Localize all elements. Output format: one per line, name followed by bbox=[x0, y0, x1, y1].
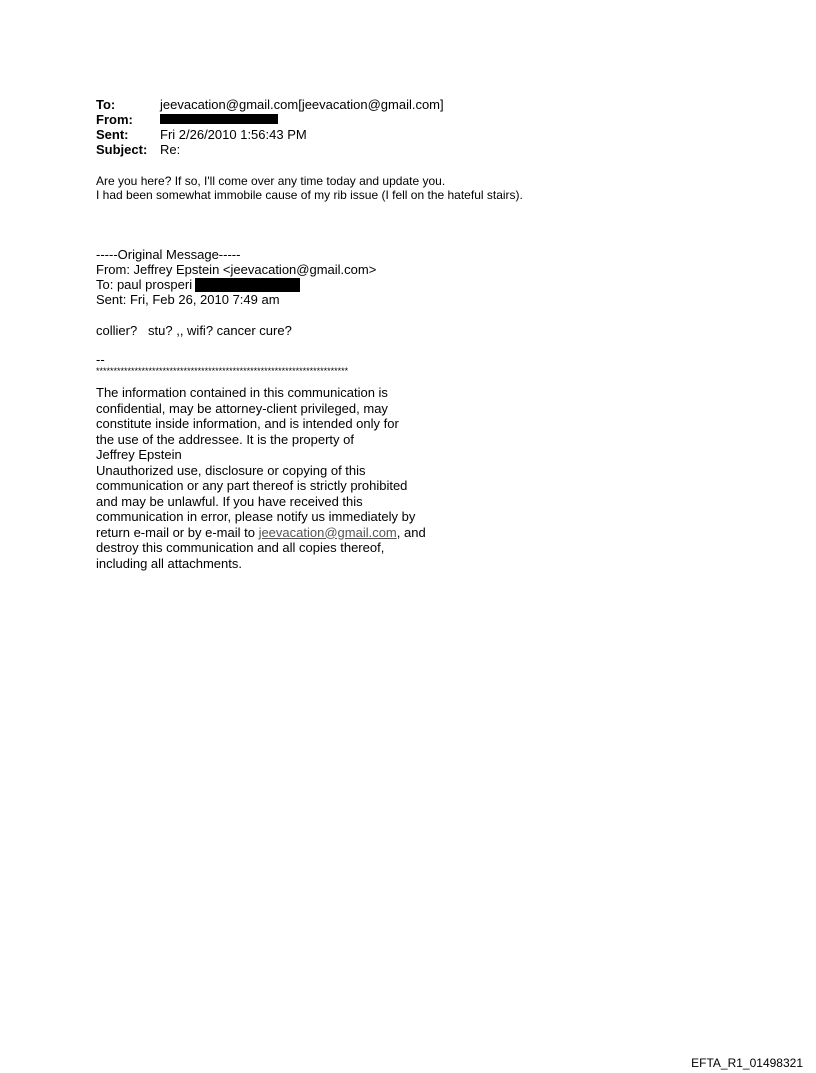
body-line-1: Are you here? If so, I'll come over any time today and update you. bbox=[96, 174, 446, 188]
sent-label: Sent: bbox=[96, 127, 129, 142]
from-redaction bbox=[160, 114, 278, 124]
message-body bbox=[96, 174, 523, 202]
disclaimer-line: confidential, may be attorney-client privileged, may bbox=[96, 400, 388, 416]
disclaimer-line: the use of the addressee. It is the property of bbox=[96, 431, 354, 447]
subject-label: Subject: bbox=[96, 142, 148, 157]
original-message bbox=[96, 247, 376, 307]
disclaimer-line: Jeffrey Epstein bbox=[96, 447, 182, 462]
disclaimer-line: destroy this communication and all copies thereof, bbox=[96, 540, 385, 555]
disclaimer-line: constitute inside information, and is intended only for bbox=[96, 416, 399, 431]
disclaimer-line-prefix: return e-mail or by e-mail to bbox=[96, 524, 259, 540]
original-separator: -----Original Message----- bbox=[96, 247, 241, 262]
to-label: To: bbox=[96, 97, 116, 112]
original-question: collier? stu? ,, wifi? cancer cure? bbox=[96, 323, 292, 338]
to-row bbox=[96, 97, 444, 112]
subject-value: Re: bbox=[160, 142, 181, 157]
disclaimer-line: communication or any part thereof is strictly prohibited bbox=[96, 478, 408, 493]
email-header bbox=[96, 97, 444, 157]
disclaimer-line: Unauthorized use, disclosure or copying of this bbox=[96, 462, 366, 478]
email-link[interactable]: jeevacation@gmail.com bbox=[258, 524, 397, 540]
original-to-row bbox=[96, 277, 376, 292]
disclaimer-line: The information contained in this communication is bbox=[96, 385, 388, 400]
to-value: jeevacation@gmail.com[jeevacation@gmail.com] bbox=[160, 97, 444, 112]
subject-row bbox=[96, 142, 444, 157]
sent-value: Fri 2/26/2010 1:56:43 PM bbox=[160, 127, 307, 142]
from-label: From: bbox=[96, 112, 133, 127]
disclaimer-line: including all attachments. bbox=[96, 555, 242, 571]
disclaimer-line: and may be unlawful. If you have received this bbox=[96, 493, 363, 509]
original-to: To: paul prosperi bbox=[96, 277, 193, 292]
to-redaction bbox=[195, 278, 300, 292]
original-from: From: Jeffrey Epstein <jeevacation@gmail.com> bbox=[96, 262, 377, 277]
body-line-2: I had been somewhat immobile cause of my rib issue (I fell on the hateful stairs). bbox=[96, 188, 523, 202]
from-row bbox=[96, 112, 444, 127]
signature-dash: -- bbox=[96, 352, 105, 367]
signature-asterisks: ************************************************************************ bbox=[96, 366, 349, 376]
confidentiality-disclaimer bbox=[96, 385, 426, 571]
original-sent: Sent: Fri, Feb 26, 2010 7:49 am bbox=[96, 292, 280, 307]
sent-row bbox=[96, 127, 444, 142]
disclaimer-line-suffix: , and bbox=[396, 524, 426, 540]
disclaimer-line: communication in error, please notify us immediately by bbox=[96, 509, 416, 524]
disclaimer-line-with-link bbox=[96, 525, 426, 541]
document-id: EFTA_R1_01498321 bbox=[691, 1056, 803, 1070]
